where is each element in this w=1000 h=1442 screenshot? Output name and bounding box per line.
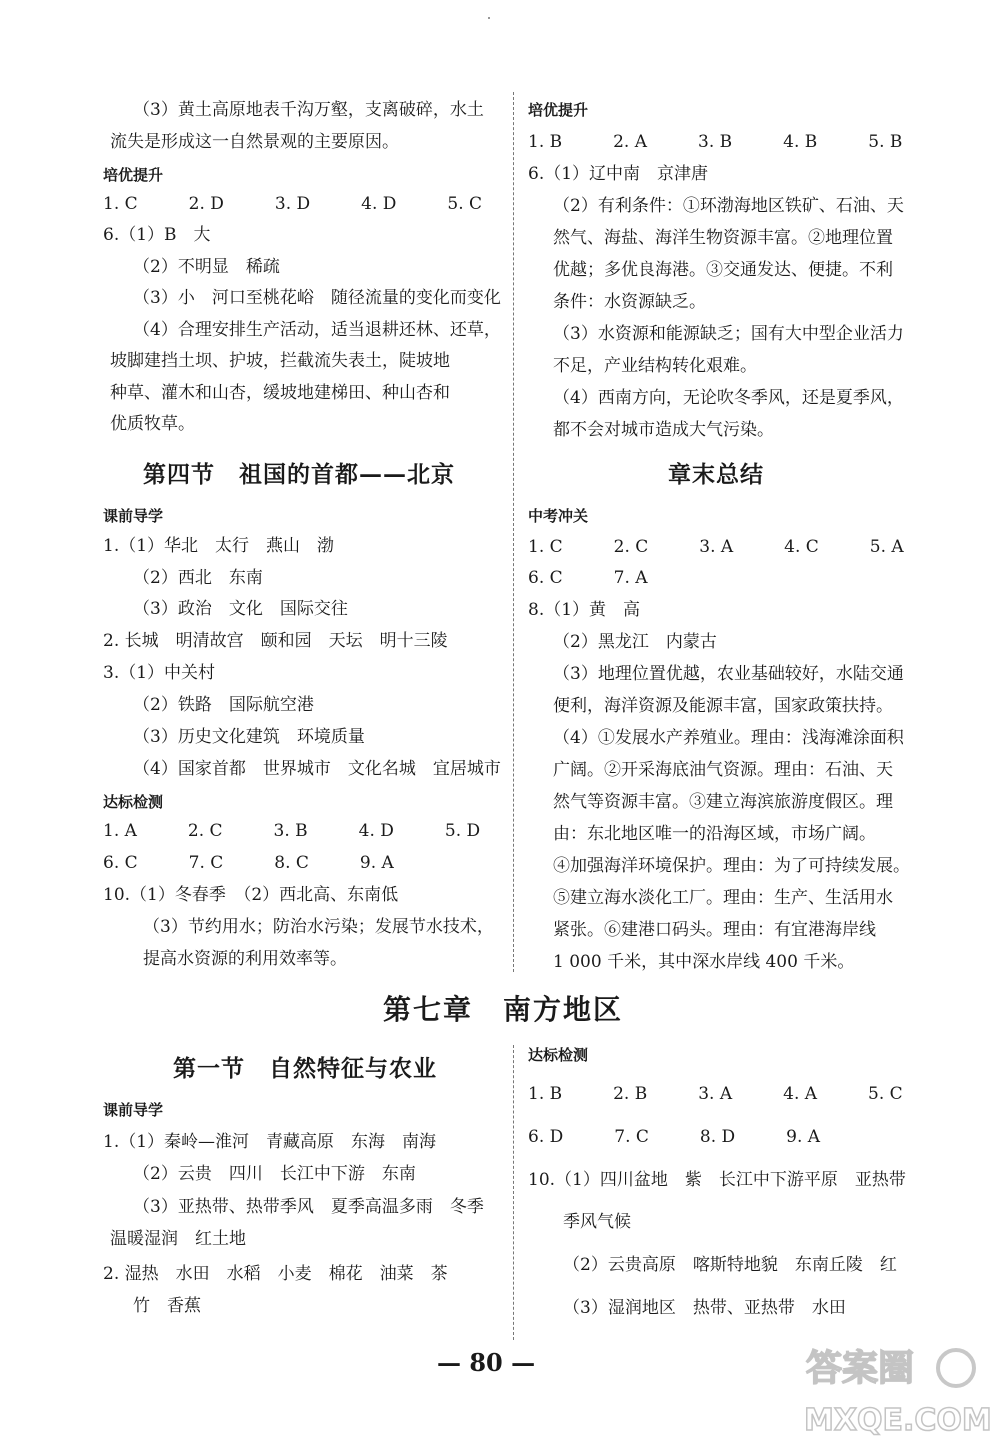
answer-row: 6.（1）辽中南 京津唐	[528, 164, 709, 184]
subheading: 达标检测	[528, 1046, 589, 1064]
text-line: （3）节约用水；防治水污染；发展节水技术，	[143, 917, 494, 937]
answer-row: 8.（1）黄 高	[528, 600, 641, 620]
text-line: 温暖湿润 红土地	[110, 1229, 246, 1249]
text-line: （3）黄土高原地表千沟万壑，支离破碎，水土	[133, 100, 484, 120]
text-line: 竹 香蕉	[133, 1296, 201, 1316]
text-line: （4）合理安排生产活动，适当退耕还林、还草，	[133, 320, 501, 340]
text-line: 紧张。⑥建港口码头。理由：有宜港海岸线	[553, 920, 876, 940]
answer-row: 6. D 7. C 8. D 9. A	[528, 1127, 821, 1147]
text-line: （3）历史文化建筑 环境质量	[133, 727, 365, 747]
text-line: （3）亚热带、热带季风 夏季高温多雨 冬季	[133, 1197, 484, 1217]
chapter-title: 第七章 南方地区	[383, 993, 624, 1026]
answer-row: 1.（1）华北 太行 燕山 渤	[103, 536, 335, 556]
text-line: （2）不明显 稀疏	[133, 257, 280, 277]
answer-row: 1. A 2. C 3. B 4. D 5. D	[103, 821, 481, 841]
answer-row: 2. 湿热 水田 水稻 小麦 棉花 油菜 茶	[103, 1264, 448, 1284]
page-number: — 80 —	[437, 1348, 536, 1377]
text-line: （4）西南方向，无论吹冬季风，还是夏季风，	[553, 388, 904, 408]
answer-row: 10.（1）冬春季 （2）西北高、东南低	[103, 885, 399, 905]
text-line: （2）黑龙江 内蒙古	[553, 632, 717, 652]
text-line: （2）西北 东南	[133, 568, 263, 588]
answer-row: 6.（1）B 大	[103, 225, 211, 245]
text-line: 流失是形成这一自然景观的主要原因。	[110, 132, 399, 152]
text-line: 然气等资源丰富。③建立海滨旅游度假区。理	[553, 792, 893, 812]
section-title: 第一节 自然特征与农业	[173, 1055, 437, 1082]
scan-dot	[488, 17, 490, 19]
text-line: 季风气候	[563, 1212, 631, 1232]
text-line: 不足，产业结构转化艰难。	[553, 356, 757, 376]
answer-row: 6. C 7. C 8. C 9. A	[103, 853, 394, 873]
subheading: 课前导学	[103, 507, 164, 525]
answer-row: 1. B 2. A 3. B 4. B 5. B	[528, 132, 903, 152]
text-line: 便利，海洋资源及能源丰富，国家政策扶持。	[553, 696, 893, 716]
text-line: （4）①发展水产养殖业。理由：浅海滩涂面积	[553, 728, 904, 748]
subheading: 中考冲关	[528, 507, 589, 525]
section-title: 第四节 祖国的首都——北京	[143, 461, 455, 488]
text-line: 优质牧草。	[110, 414, 195, 434]
answer-row: 2. 长城 明清故宫 颐和园 天坛 明十三陵	[103, 631, 448, 651]
text-line: 优越；多优良海港。③交通发达、便捷。不利	[553, 260, 893, 280]
text-line: 坡脚建挡土坝、护坡，拦截流失表土，陡坡地	[110, 351, 450, 371]
answer-row: 1. C 2. C 3. A 4. C 5. A	[528, 537, 904, 557]
answer-row: 6. C 7. A	[528, 568, 648, 588]
text-line: 条件：水资源缺乏。	[553, 292, 706, 312]
subheading: 课前导学	[103, 1101, 164, 1119]
text-line: 提高水资源的利用效率等。	[143, 949, 347, 969]
subheading: 达标检测	[103, 793, 164, 811]
answer-row: 1.（1）秦岭—淮河 青藏高原 东海 南海	[103, 1132, 437, 1152]
column-divider-top	[513, 92, 514, 972]
text-line: 然气、海盐、海洋生物资源丰富。②地理位置	[553, 228, 893, 248]
watermark-text-top: 答案圈	[806, 1348, 915, 1389]
text-line: （3）地理位置优越，农业基础较好，水陆交通	[553, 664, 904, 684]
section-title: 章末总结	[668, 461, 764, 488]
text-line: 由：东北地区唯一的沿海区域，市场广阔。	[553, 824, 876, 844]
text-line: （3）水资源和能源缺乏；国有大中型企业活力	[553, 324, 904, 344]
watermark-logo	[796, 1338, 996, 1438]
text-line: 1 000 千米，其中深水岸线 400 千米。	[553, 952, 855, 972]
text-line: ④加强海洋环境保护。理由：为了可持续发展。	[553, 856, 910, 876]
column-divider-bottom	[513, 1045, 514, 1340]
text-line: （3）小 河口至桃花峪 随径流量的变化而变化	[133, 288, 501, 308]
subheading: 培优提升	[103, 166, 164, 184]
text-line: ⑤建立海水淡化工厂。理由：生产、生活用水	[553, 888, 893, 908]
text-line: （3）湿润地区 热带、亚热带 水田	[563, 1298, 846, 1318]
text-line: 种草、灌木和山杏，缓坡地建梯田、种山杏和	[110, 383, 450, 403]
text-line: （2）有利条件：①环渤海地区铁矿、石油、天	[553, 196, 904, 216]
watermark-text-bottom: MXQE.COM	[804, 1403, 992, 1438]
text-line: 广阔。②开采海底油气资源。理由：石油、天	[553, 760, 893, 780]
text-line: （2）云贵高原 喀斯特地貌 东南丘陵 红	[563, 1255, 897, 1275]
text-line: （2）云贵 四川 长江中下游 东南	[133, 1164, 416, 1184]
text-line: （4）国家首都 世界城市 文化名城 宜居城市	[133, 759, 501, 779]
text-line: 都不会对城市造成大气污染。	[553, 420, 774, 440]
text-line: （3）政治 文化 国际交往	[133, 599, 348, 619]
answer-row: 10.（1）四川盆地 紫 长江中下游平原 亚热带	[528, 1170, 906, 1190]
answer-row: 3.（1）中关村	[103, 663, 216, 683]
text-line: （2）铁路 国际航空港	[133, 695, 314, 715]
subheading: 培优提升	[528, 101, 589, 119]
answer-row: 1. C 2. D 3. D 4. D 5. C	[103, 194, 483, 214]
answer-row: 1. B 2. B 3. A 4. A 5. C	[528, 1084, 903, 1104]
